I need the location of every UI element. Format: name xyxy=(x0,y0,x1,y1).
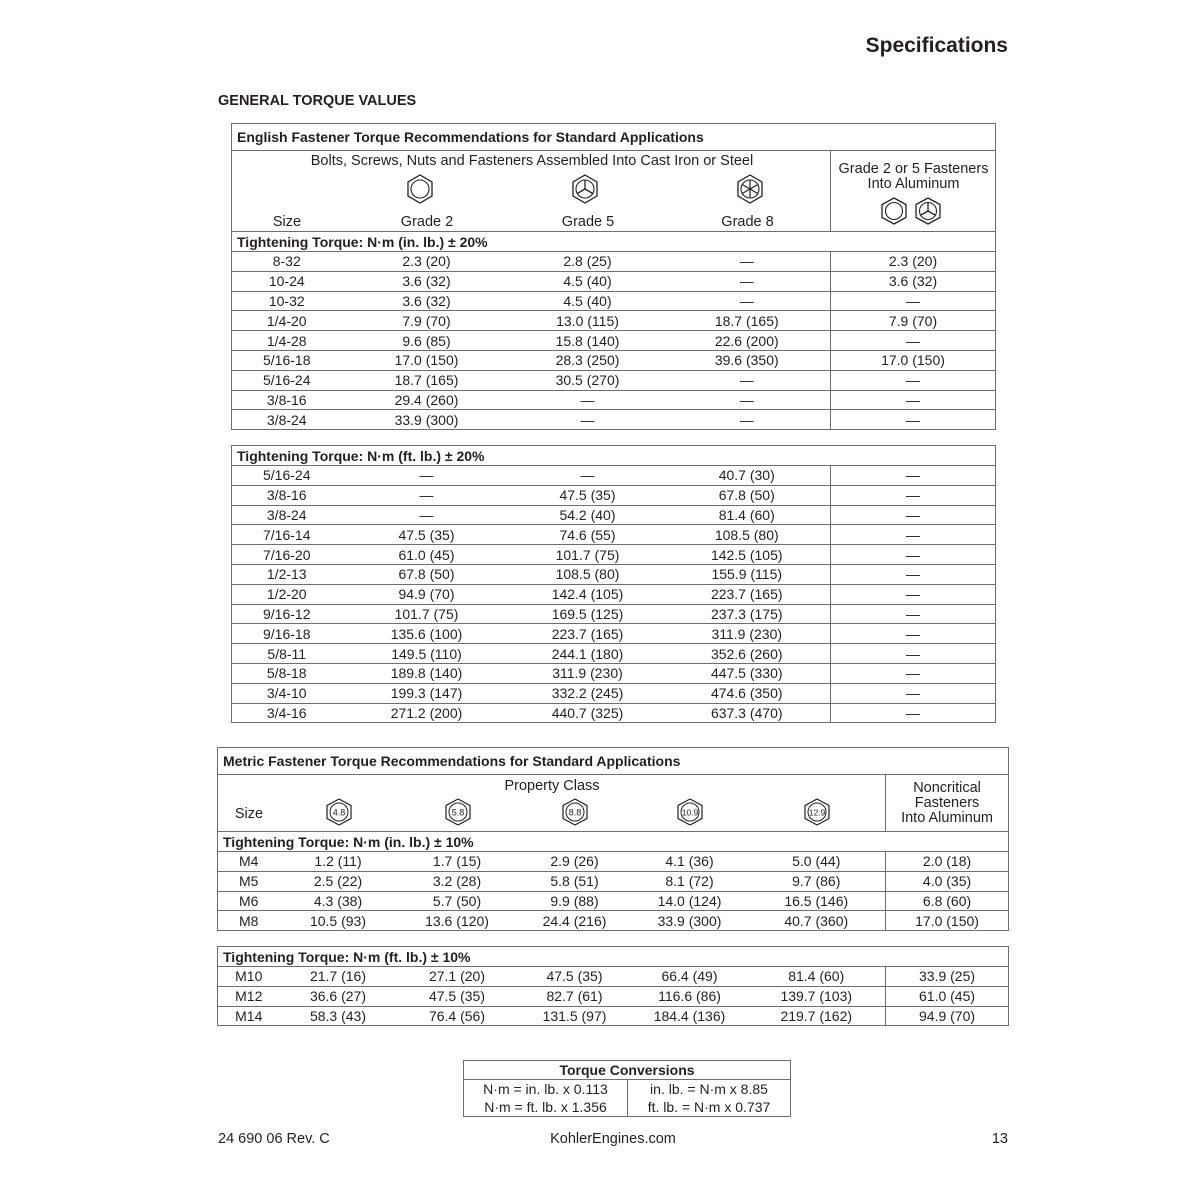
cast-iron-heading-cell xyxy=(232,151,831,232)
col-size-label: Size xyxy=(272,214,302,230)
noncritical-line3: Into Aluminum xyxy=(901,809,993,826)
table-cell: 16.5 (146) xyxy=(748,891,886,911)
table-row xyxy=(232,584,996,604)
table-row xyxy=(218,852,1009,872)
table-cell: 3/4-16 xyxy=(232,703,342,723)
table-cell: 36.6 (27) xyxy=(280,986,397,1006)
table-cell: 101.7 (75) xyxy=(512,545,664,565)
table-cell: 223.7 (165) xyxy=(512,624,664,644)
conversion-inlb-from-nm: in. lb. = N·m x 8.85 xyxy=(628,1080,791,1099)
grade2-bolt-icon xyxy=(405,173,435,205)
table-cell: 33.9 (300) xyxy=(632,911,748,931)
property-class-icon xyxy=(442,797,474,827)
table-cell: 21.7 (16) xyxy=(280,967,397,987)
table-row xyxy=(232,350,996,370)
table-cell: M8 xyxy=(218,911,280,931)
english-inlb-heading: Tightening Torque: N·m (in. lb.) ± 20% xyxy=(232,232,996,252)
table-cell: 237.3 (175) xyxy=(664,604,831,624)
table-cell: 3/8-24 xyxy=(232,410,342,430)
table-row xyxy=(232,485,996,505)
aluminum-heading-line1: Grade 2 or 5 Fasteners xyxy=(838,161,989,177)
metric-table-title: Metric Fastener Torque Recommendations for Standard Applications xyxy=(218,748,1009,775)
conversions-title: Torque Conversions xyxy=(464,1061,791,1080)
table-row xyxy=(232,291,996,311)
table-cell: 184.4 (136) xyxy=(632,1006,748,1026)
table-cell: — xyxy=(664,252,831,272)
table-cell: 3.2 (28) xyxy=(397,871,518,891)
table-row xyxy=(232,505,996,525)
table-cell: — xyxy=(831,703,996,723)
table-cell: 440.7 (325) xyxy=(512,703,664,723)
table-cell: 94.9 (70) xyxy=(342,584,512,604)
table-cell: 5/8-18 xyxy=(232,663,342,683)
english-inlb-rows xyxy=(232,252,996,430)
table-row xyxy=(232,703,996,723)
table-cell: 4.3 (38) xyxy=(280,891,397,911)
table-cell: 58.3 (43) xyxy=(280,1006,397,1026)
table-row xyxy=(232,271,996,291)
table-cell: 4.1 (36) xyxy=(632,852,748,872)
footer-website: KohlerEngines.com xyxy=(550,1131,676,1147)
table-row xyxy=(232,370,996,390)
table-cell: M4 xyxy=(218,852,280,872)
table-cell: 637.3 (470) xyxy=(664,703,831,723)
table-cell: 13.0 (115) xyxy=(512,311,664,331)
table-cell: 447.5 (330) xyxy=(664,663,831,683)
table-cell: 3/8-16 xyxy=(232,485,342,505)
noncritical-heading-cell xyxy=(886,775,1009,832)
table-cell: 47.5 (35) xyxy=(342,525,512,545)
table-cell: 81.4 (60) xyxy=(748,967,886,987)
table-cell: 3.6 (32) xyxy=(342,271,512,291)
table-cell: 189.8 (140) xyxy=(342,663,512,683)
table-cell: 14.0 (124) xyxy=(632,891,748,911)
table-cell: — xyxy=(342,485,512,505)
table-row xyxy=(232,624,996,644)
table-cell: 155.9 (115) xyxy=(664,564,831,584)
table-cell: — xyxy=(664,410,831,430)
table-cell: 10-32 xyxy=(232,291,342,311)
table-cell: — xyxy=(664,291,831,311)
table-row xyxy=(232,311,996,331)
property-class-value: 8.8 xyxy=(568,807,582,818)
table-cell: 108.5 (80) xyxy=(512,564,664,584)
table-cell: 9/16-12 xyxy=(232,604,342,624)
table-cell: 7/16-14 xyxy=(232,525,342,545)
table-row xyxy=(232,390,996,410)
table-cell: — xyxy=(831,683,996,703)
table-cell: — xyxy=(831,564,996,584)
property-class-value: 5.8 xyxy=(451,807,464,818)
section-title: GENERAL TORQUE VALUES xyxy=(218,93,417,109)
property-class-icon xyxy=(323,797,355,827)
table-cell: M6 xyxy=(218,891,280,911)
table-cell: 7/16-20 xyxy=(232,545,342,565)
conversion-nm-from-ftlb: N·m = ft. lb. x 1.356 xyxy=(464,1098,628,1117)
grade5-bolt-icon xyxy=(570,173,600,205)
table-cell: 2.5 (22) xyxy=(280,871,397,891)
table-row xyxy=(218,891,1009,911)
table-cell: 15.8 (140) xyxy=(512,331,664,351)
table-row xyxy=(232,331,996,351)
english-ftlb-heading: Tightening Torque: N·m (ft. lb.) ± 20% xyxy=(232,446,996,466)
table-cell: 76.4 (56) xyxy=(397,1006,518,1026)
table-row xyxy=(218,911,1009,931)
table-cell: 47.5 (35) xyxy=(512,485,664,505)
table-cell: 2.0 (18) xyxy=(886,852,1009,872)
aluminum-grade5-icon xyxy=(913,196,943,226)
table-cell: 8.1 (72) xyxy=(632,871,748,891)
metric-ftlb-heading: Tightening Torque: N·m (ft. lb.) ± 10% xyxy=(218,947,1009,967)
property-class-icon xyxy=(674,797,706,827)
table-cell: 1.7 (15) xyxy=(397,852,518,872)
table-cell: 4.5 (40) xyxy=(512,291,664,311)
table-cell: 244.1 (180) xyxy=(512,644,664,664)
table-cell: — xyxy=(831,466,996,486)
table-cell: 332.2 (245) xyxy=(512,683,664,703)
property-class-icon xyxy=(801,797,833,827)
col-grade5-label: Grade 5 xyxy=(561,214,615,230)
table-cell: 5.0 (44) xyxy=(748,852,886,872)
table-cell: 29.4 (260) xyxy=(342,390,512,410)
table-cell: 94.9 (70) xyxy=(886,1006,1009,1026)
table-cell: 5/16-24 xyxy=(232,370,342,390)
table-cell: — xyxy=(512,410,664,430)
table-row xyxy=(232,252,996,272)
table-cell: 3.6 (32) xyxy=(831,271,996,291)
table-cell: 2.3 (20) xyxy=(831,252,996,272)
table-cell: 66.4 (49) xyxy=(632,967,748,987)
table-cell: 24.4 (216) xyxy=(518,911,632,931)
table-cell: 4.0 (35) xyxy=(886,871,1009,891)
table-cell: M12 xyxy=(218,986,280,1006)
table-cell: 131.5 (97) xyxy=(518,1006,632,1026)
property-class-label: Property Class xyxy=(504,778,600,794)
table-cell: — xyxy=(664,390,831,410)
conversion-nm-from-inlb: N·m = in. lb. x 0.113 xyxy=(464,1080,628,1099)
table-cell: — xyxy=(831,370,996,390)
table-cell: 22.6 (200) xyxy=(664,331,831,351)
table-cell: M5 xyxy=(218,871,280,891)
table-cell: 223.7 (165) xyxy=(664,584,831,604)
table-cell: — xyxy=(342,466,512,486)
table-cell: 33.9 (25) xyxy=(886,967,1009,987)
table-row xyxy=(218,967,1009,987)
col-grade8-label: Grade 8 xyxy=(721,214,774,230)
table-cell: 47.5 (35) xyxy=(518,967,632,987)
english-ftlb-rows xyxy=(232,466,996,723)
table-row xyxy=(232,663,996,683)
footer-page-number: 13 xyxy=(991,1131,1008,1147)
table-cell: 1/4-28 xyxy=(232,331,342,351)
table-cell: 1/2-13 xyxy=(232,564,342,584)
table-cell: 39.6 (350) xyxy=(664,350,831,370)
table-cell: 9.7 (86) xyxy=(748,871,886,891)
metric-inlb-heading: Tightening Torque: N·m (in. lb.) ± 10% xyxy=(218,832,1009,852)
table-cell: 10.5 (93) xyxy=(280,911,397,931)
table-cell: 474.6 (350) xyxy=(664,683,831,703)
table-cell: 67.8 (50) xyxy=(664,485,831,505)
table-cell: 219.7 (162) xyxy=(748,1006,886,1026)
table-cell: 74.6 (55) xyxy=(512,525,664,545)
col-grade2-label: Grade 2 xyxy=(400,214,454,230)
table-cell: 139.7 (103) xyxy=(748,986,886,1006)
table-cell: 5/16-24 xyxy=(232,466,342,486)
table-cell: 18.7 (165) xyxy=(342,370,512,390)
table-cell: 311.9 (230) xyxy=(664,624,831,644)
table-cell: — xyxy=(831,545,996,565)
table-cell: 2.3 (20) xyxy=(342,252,512,272)
table-cell: M14 xyxy=(218,1006,280,1026)
table-cell: 1.2 (11) xyxy=(280,852,397,872)
property-class-icon xyxy=(559,797,591,827)
table-row xyxy=(232,525,996,545)
table-cell: 61.0 (45) xyxy=(886,986,1009,1006)
table-cell: 18.7 (165) xyxy=(664,311,831,331)
table-row xyxy=(232,410,996,430)
table-row xyxy=(232,644,996,664)
table-cell: 10-24 xyxy=(232,271,342,291)
table-row xyxy=(218,871,1009,891)
table-cell: 3.6 (32) xyxy=(342,291,512,311)
table-cell: — xyxy=(831,663,996,683)
table-cell: 27.1 (20) xyxy=(397,967,518,987)
table-cell: 1/2-20 xyxy=(232,584,342,604)
table-cell: 30.5 (270) xyxy=(512,370,664,390)
metric-ftlb-table xyxy=(217,946,1009,1026)
table-cell: 169.5 (125) xyxy=(512,604,664,624)
cast-iron-heading: Bolts, Screws, Nuts and Fasteners Assembled Into Cast Iron or Steel xyxy=(310,153,754,169)
footer-doc-number: 24 690 06 Rev. C xyxy=(218,1131,330,1147)
table-cell: — xyxy=(342,505,512,525)
table-cell: 3/8-24 xyxy=(232,505,342,525)
table-cell: — xyxy=(664,370,831,390)
aluminum-heading-cell xyxy=(831,151,996,232)
table-cell: 2.9 (26) xyxy=(518,852,632,872)
metric-inlb-rows xyxy=(218,852,1009,931)
table-cell: 47.5 (35) xyxy=(397,986,518,1006)
table-row xyxy=(232,564,996,584)
table-cell: — xyxy=(831,390,996,410)
table-cell: 28.3 (250) xyxy=(512,350,664,370)
table-row xyxy=(232,466,996,486)
table-cell: 33.9 (300) xyxy=(342,410,512,430)
table-cell: 1/4-20 xyxy=(232,311,342,331)
table-cell: 61.0 (45) xyxy=(342,545,512,565)
table-cell: 9.6 (85) xyxy=(342,331,512,351)
noncritical-line2: Fasteners xyxy=(914,794,980,811)
table-cell: — xyxy=(664,271,831,291)
conversion-ftlb-from-nm: ft. lb. = N·m x 0.737 xyxy=(628,1098,791,1117)
property-class-value: 10.9 xyxy=(681,807,699,818)
table-row xyxy=(218,986,1009,1006)
table-cell: 7.9 (70) xyxy=(831,311,996,331)
metric-col-size-label: Size xyxy=(234,806,264,822)
aluminum-heading-line2: Into Aluminum xyxy=(867,176,960,192)
aluminum-grade2-icon xyxy=(879,196,909,226)
table-cell: 5.8 (51) xyxy=(518,871,632,891)
property-class-cell xyxy=(218,775,886,832)
table-cell: 17.0 (150) xyxy=(831,350,996,370)
table-cell: 142.5 (105) xyxy=(664,545,831,565)
table-cell: 149.5 (110) xyxy=(342,644,512,664)
property-class-value: 4.8 xyxy=(332,807,345,818)
english-table-title: English Fastener Torque Recommendations for Standard Applications xyxy=(232,124,996,151)
table-cell: 116.6 (86) xyxy=(632,986,748,1006)
table-cell: 17.0 (150) xyxy=(886,911,1009,931)
table-cell: 5/16-18 xyxy=(232,350,342,370)
table-cell: 6.8 (60) xyxy=(886,891,1009,911)
table-cell: — xyxy=(831,505,996,525)
table-row xyxy=(232,683,996,703)
property-class-value: 12.9 xyxy=(808,807,826,818)
english-torque-table xyxy=(231,123,996,430)
table-row xyxy=(232,604,996,624)
table-cell: — xyxy=(831,584,996,604)
table-cell: — xyxy=(831,291,996,311)
table-cell: 5.7 (50) xyxy=(397,891,518,911)
table-cell: 8-32 xyxy=(232,252,342,272)
table-cell: 67.8 (50) xyxy=(342,564,512,584)
english-ftlb-table xyxy=(231,445,996,723)
table-cell: 4.5 (40) xyxy=(512,271,664,291)
table-cell: — xyxy=(831,485,996,505)
table-row xyxy=(218,1006,1009,1026)
table-cell: 13.6 (120) xyxy=(397,911,518,931)
table-cell: 82.7 (61) xyxy=(518,986,632,1006)
table-cell: — xyxy=(831,410,996,430)
table-cell: — xyxy=(512,466,664,486)
table-cell: — xyxy=(831,644,996,664)
table-cell: 81.4 (60) xyxy=(664,505,831,525)
table-cell: 3/8-16 xyxy=(232,390,342,410)
noncritical-line1: Noncritical xyxy=(913,779,981,796)
metric-ftlb-rows xyxy=(218,967,1009,1026)
table-row xyxy=(232,545,996,565)
table-cell: 54.2 (40) xyxy=(512,505,664,525)
table-cell: 7.9 (70) xyxy=(342,311,512,331)
table-cell: 5/8-11 xyxy=(232,644,342,664)
table-cell: 2.8 (25) xyxy=(512,252,664,272)
grade8-bolt-icon xyxy=(735,173,765,205)
table-cell: 101.7 (75) xyxy=(342,604,512,624)
table-cell: M10 xyxy=(218,967,280,987)
table-cell: 40.7 (360) xyxy=(748,911,886,931)
table-cell: — xyxy=(831,624,996,644)
page-header-title: Specifications xyxy=(865,34,1008,57)
table-cell: 135.6 (100) xyxy=(342,624,512,644)
table-cell: 271.2 (200) xyxy=(342,703,512,723)
table-cell: 199.3 (147) xyxy=(342,683,512,703)
metric-torque-table xyxy=(217,747,1009,931)
torque-conversions-table xyxy=(463,1060,791,1117)
table-cell: 352.6 (260) xyxy=(664,644,831,664)
table-cell: 108.5 (80) xyxy=(664,525,831,545)
table-cell: 3/4-10 xyxy=(232,683,342,703)
table-cell: — xyxy=(831,525,996,545)
table-cell: — xyxy=(831,331,996,351)
table-cell: 142.4 (105) xyxy=(512,584,664,604)
table-cell: 9/16-18 xyxy=(232,624,342,644)
table-cell: 311.9 (230) xyxy=(512,663,664,683)
table-cell: — xyxy=(512,390,664,410)
table-cell: 9.9 (88) xyxy=(518,891,632,911)
table-cell: 40.7 (30) xyxy=(664,466,831,486)
table-cell: 17.0 (150) xyxy=(342,350,512,370)
table-cell: — xyxy=(831,604,996,624)
